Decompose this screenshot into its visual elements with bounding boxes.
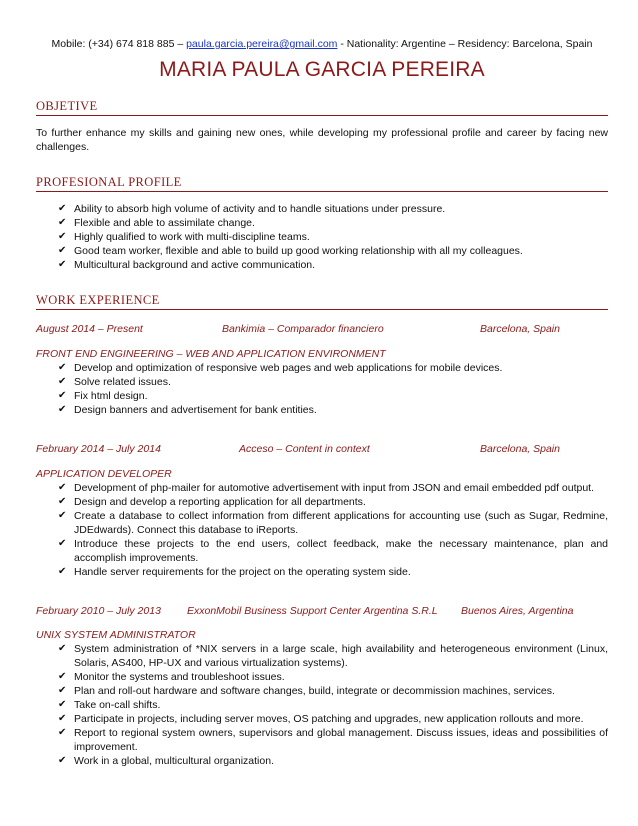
checkmark-icon: ✔ <box>58 217 67 228</box>
job-location: Barcelona, Spain <box>480 443 560 455</box>
checkmark-icon: ✔ <box>58 713 67 724</box>
checkmark-icon: ✔ <box>58 566 67 577</box>
list-item: ✔ Create a database to collect information from different applications for accounting use (such as Sugar, Redmine, JDEdwards). Connect this database to iReports. <box>58 510 608 536</box>
checkmark-icon: ✔ <box>58 362 67 373</box>
job-location: Barcelona, Spain <box>480 323 560 335</box>
list-item: ✔ Solve related issues. <box>58 376 171 388</box>
list-item: ✔ Plan and roll-out hardware and software changes, build, integrate or decommission machines, services. <box>58 685 555 697</box>
candidate-name: MARIA PAULA GARCIA PEREIRA <box>159 58 485 81</box>
job-duties <box>36 642 608 768</box>
checkmark-icon: ✔ <box>58 727 67 738</box>
contact-nationality-residency: - Nationality: Argentine – Residency: Barcelona, Spain <box>337 38 593 50</box>
job-company: ExxonMobil Business Support Center Argentina S.R.L <box>187 605 438 617</box>
list-item: ✔ Introduce these projects to the end users, collect feedback, make the necessary maintenance, plan and accomplish improvements. <box>58 538 608 564</box>
objective-text: To further enhance my skills and gaining new ones, while developing my professional profile and career by facing new challenges. <box>36 127 608 153</box>
job-period: February 2014 – July 2014 <box>36 443 161 455</box>
job-role: FRONT END ENGINEERING – WEB AND APPLICATION ENVIRONMENT <box>36 348 386 360</box>
list-item: ✔ Ability to absorb high volume of activity and to handle situations under pressure. <box>58 203 446 215</box>
checkmark-icon: ✔ <box>58 376 67 387</box>
list-item: ✔ Develop and optimization of responsive web pages and web applications for mobile devices. <box>58 362 503 374</box>
list-item: ✔ Work in a global, multicultural organization. <box>58 755 274 767</box>
job-company: Bankimia – Comparador financiero <box>222 323 384 335</box>
job-role: APPLICATION DEVELOPER <box>36 468 172 480</box>
profile-list <box>36 202 608 272</box>
checkmark-icon: ✔ <box>58 482 67 493</box>
job-header <box>36 322 608 336</box>
job-period: February 2010 – July 2013 <box>36 605 161 617</box>
job-location: Buenos Aires, Argentina <box>461 605 574 617</box>
checkmark-icon: ✔ <box>58 755 67 766</box>
checkmark-icon: ✔ <box>58 685 67 696</box>
list-item: ✔ Highly qualified to work with multi-discipline teams. <box>58 231 310 243</box>
checkmark-icon: ✔ <box>58 390 67 401</box>
list-item: ✔ Report to regional system owners, supervisors and global management. Discuss issues, ideas and possibilities of improvement. <box>58 727 608 753</box>
profile-heading: PROFESIONAL PROFILE <box>36 175 608 192</box>
list-item: ✔ Participate in projects, including server moves, OS patching and upgrades, new application rollouts and more. <box>58 713 584 725</box>
list-item: ✔ Fix html design. <box>58 390 148 402</box>
objective-heading: OBJETIVE <box>36 99 608 116</box>
checkmark-icon: ✔ <box>58 699 67 710</box>
work-heading: WORK EXPERIENCE <box>36 293 608 310</box>
checkmark-icon: ✔ <box>58 496 67 507</box>
email-link[interactable]: paula.garcia.pereira@gmail.com <box>186 38 338 50</box>
resume-page <box>36 0 608 768</box>
list-item: ✔ Development of php-mailer for automotive advertisement with input from JSON and email embedded pdf output. <box>58 482 595 494</box>
list-item: ✔ Good team worker, flexible and able to build up good working relationship with all my colleagues. <box>58 245 523 257</box>
list-item: ✔ Design banners and advertisement for bank entities. <box>58 404 317 416</box>
contact-phone: Mobile: (+34) 674 818 885 – <box>51 38 187 50</box>
contact-line <box>36 38 608 51</box>
job-duties <box>36 361 608 417</box>
list-item: ✔ Multicultural background and active communication. <box>58 259 316 271</box>
job-period: August 2014 – Present <box>36 323 143 335</box>
checkmark-icon: ✔ <box>58 203 67 214</box>
list-item: ✔ Handle server requirements for the project on the operating system side. <box>58 566 411 578</box>
list-item: ✔ Design and develop a reporting application for all departments. <box>58 496 366 508</box>
checkmark-icon: ✔ <box>58 510 67 521</box>
list-item: ✔ Monitor the systems and troubleshoot issues. <box>58 671 285 683</box>
job-role: UNIX SYSTEM ADMINISTRATOR <box>36 629 196 641</box>
checkmark-icon: ✔ <box>58 259 67 270</box>
checkmark-icon: ✔ <box>58 245 67 256</box>
checkmark-icon: ✔ <box>58 643 67 654</box>
job-duties <box>36 481 608 579</box>
checkmark-icon: ✔ <box>58 538 67 549</box>
list-item: ✔ System administration of *NIX servers in a large scale, high availability and heterogeneous environment (Linux, Solaris, AS400, HP-UX and various virtualization systems). <box>58 643 608 669</box>
job-company: Acceso – Content in context <box>239 443 370 455</box>
list-item: ✔ Take on-call shifts. <box>58 699 161 711</box>
checkmark-icon: ✔ <box>58 404 67 415</box>
job-header <box>36 442 608 456</box>
checkmark-icon: ✔ <box>58 231 67 242</box>
list-item: ✔ Flexible and able to assimilate change. <box>58 217 255 229</box>
checkmark-icon: ✔ <box>58 671 67 682</box>
job-header <box>36 604 608 618</box>
